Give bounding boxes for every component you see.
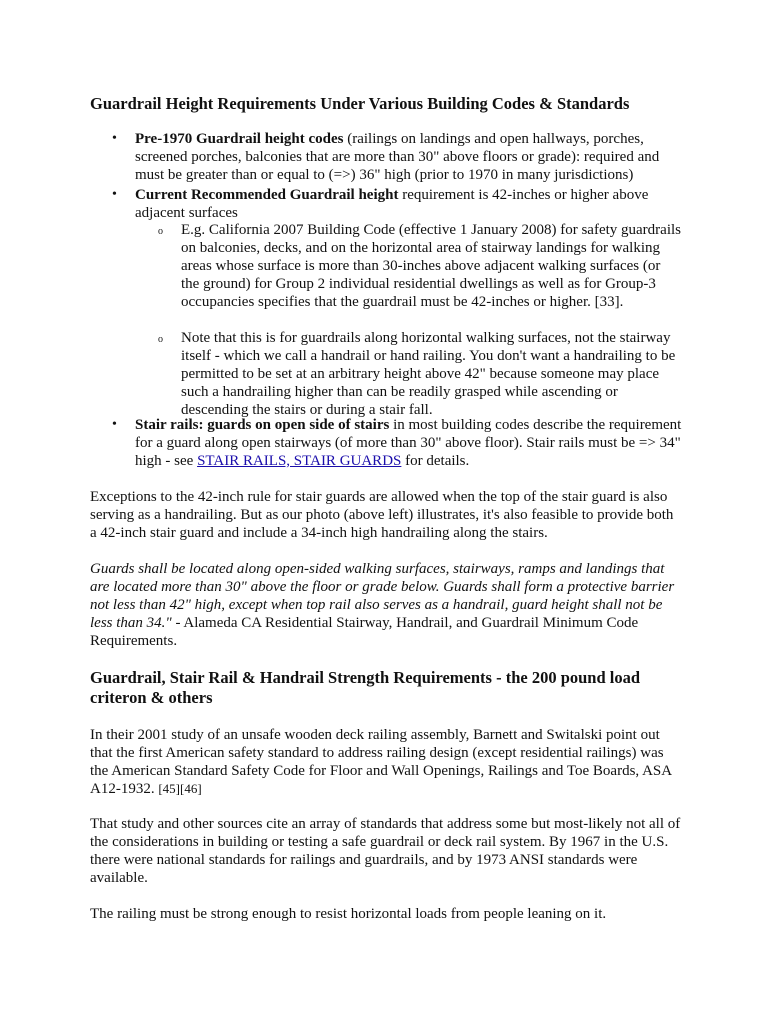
paragraph-strength: The railing must be strong enough to resist horizontal loads from people leaning on it. — [90, 906, 607, 922]
bullet-bold: Pre-1970 Guardrail height codes — [135, 131, 344, 147]
bullet-text: Current Recommended Guardrail height requirement is 42-inches or higher above adjacent surfaces — [135, 187, 649, 221]
paragraph-quote — [90, 560, 682, 650]
paragraph-sources: That study and other sources cite an array of standards that address some but most-likely not all of the considerations in building or testing a safe guardrail or deck rail system. By 1967 in the U.S. there were national standards for railings and guardrails, and by 1973 ANSI standards were available. — [90, 816, 681, 886]
circle-bullet-icon: o — [158, 226, 163, 237]
bullet-icon: • — [112, 187, 117, 202]
bullet-bold: Stair rails: guards on open side of stairs — [135, 417, 390, 433]
sub-list-item — [158, 329, 681, 419]
quote-text: Guards shall be located along open-sided walking surfaces, stairways, ramps and landings that are located more than 30" above the floor or grade below. Guards shall form a protective barrier not less than 42" high, except when top rail also serves as a handrail, guard height shall not be less than 34." — [90, 561, 675, 631]
bullet-text: Stair rails: guards on open side of stairs in most building codes describe the requirement for a guard along open stairways (of more than 30" above floor). Stair rails must be => 34" high - see STAIR RAILS, STAIR GUARDS for details. — [135, 417, 682, 469]
list-item — [112, 416, 683, 470]
sub-item-text: E.g. California 2007 Building Code (effective 1 January 2008) for safety guardrails on balconies, decks, and on the horizontal area of stairway landings for walking areas whose surface is more than 30-inches above adjacent walking surfaces (or the ground) for Group 2 individual residential dwellings as well as for Group-3 occupancies specifies that the guardrail must be 42-inches or higher. [33]. — [181, 222, 682, 310]
sub-item-text: Note that this is for guardrails along horizontal walking surfaces, not the stairway itself - which we call a handrail or hand railing. You don't want a handrailing to be permitted to be set at an arbitrary height above 42" because someone may place such a handrailing higher than can be readily grasped while ascending or descending the stairs or during a stair fall. — [181, 330, 676, 418]
paragraph-study: In their 2001 study of an unsafe wooden deck railing assembly, Barnett and Switalski point out that the first American safety standard to address railing design (except residential railings) was the American Standard Safety Code for Floor and Wall Openings, Railings and Toe Boards, ASA A12-1932. [45][46] — [90, 727, 672, 797]
heading-strength-requirements: Guardrail, Stair Rail & Handrail Strength Requirements - the 200 pound load criteron & others — [90, 668, 641, 707]
stair-rails-link[interactable]: STAIR RAILS, STAIR GUARDS — [197, 453, 402, 469]
bullet-icon: • — [112, 131, 117, 146]
list-item — [112, 186, 683, 222]
quote-source: - Alameda CA Residential Stairway, Handrail, and Guardrail Minimum Code Requirements. — [90, 615, 639, 649]
bullet-text: Pre-1970 Guardrail height codes (railings on landings and open hallways, porches, screened porches, balconies that are more than 30" above floors or grade): required and must be greater than or equal to (=>) 36" high (prior to 1970 in many jurisdictions) — [135, 131, 660, 183]
sub-list-item — [158, 221, 682, 311]
heading-guardrail-height: Guardrail Height Requirements Under Various Building Codes & Standards — [90, 94, 630, 113]
list-item — [112, 130, 683, 184]
bullet-icon: • — [112, 417, 117, 432]
paragraph-exceptions: Exceptions to the 42-inch rule for stair guards are allowed when the top of the stair guard is also serving as a handrailing. But as our photo (above left) illustrates, it's also feasible to provide both a 42-inch stair guard and include a 34-inch high handrailing along the stairs. — [90, 489, 674, 541]
circle-bullet-icon: o — [158, 334, 163, 345]
reference-link: [45][46] — [158, 781, 202, 796]
bullet-bold: Current Recommended Guardrail height — [135, 187, 399, 203]
